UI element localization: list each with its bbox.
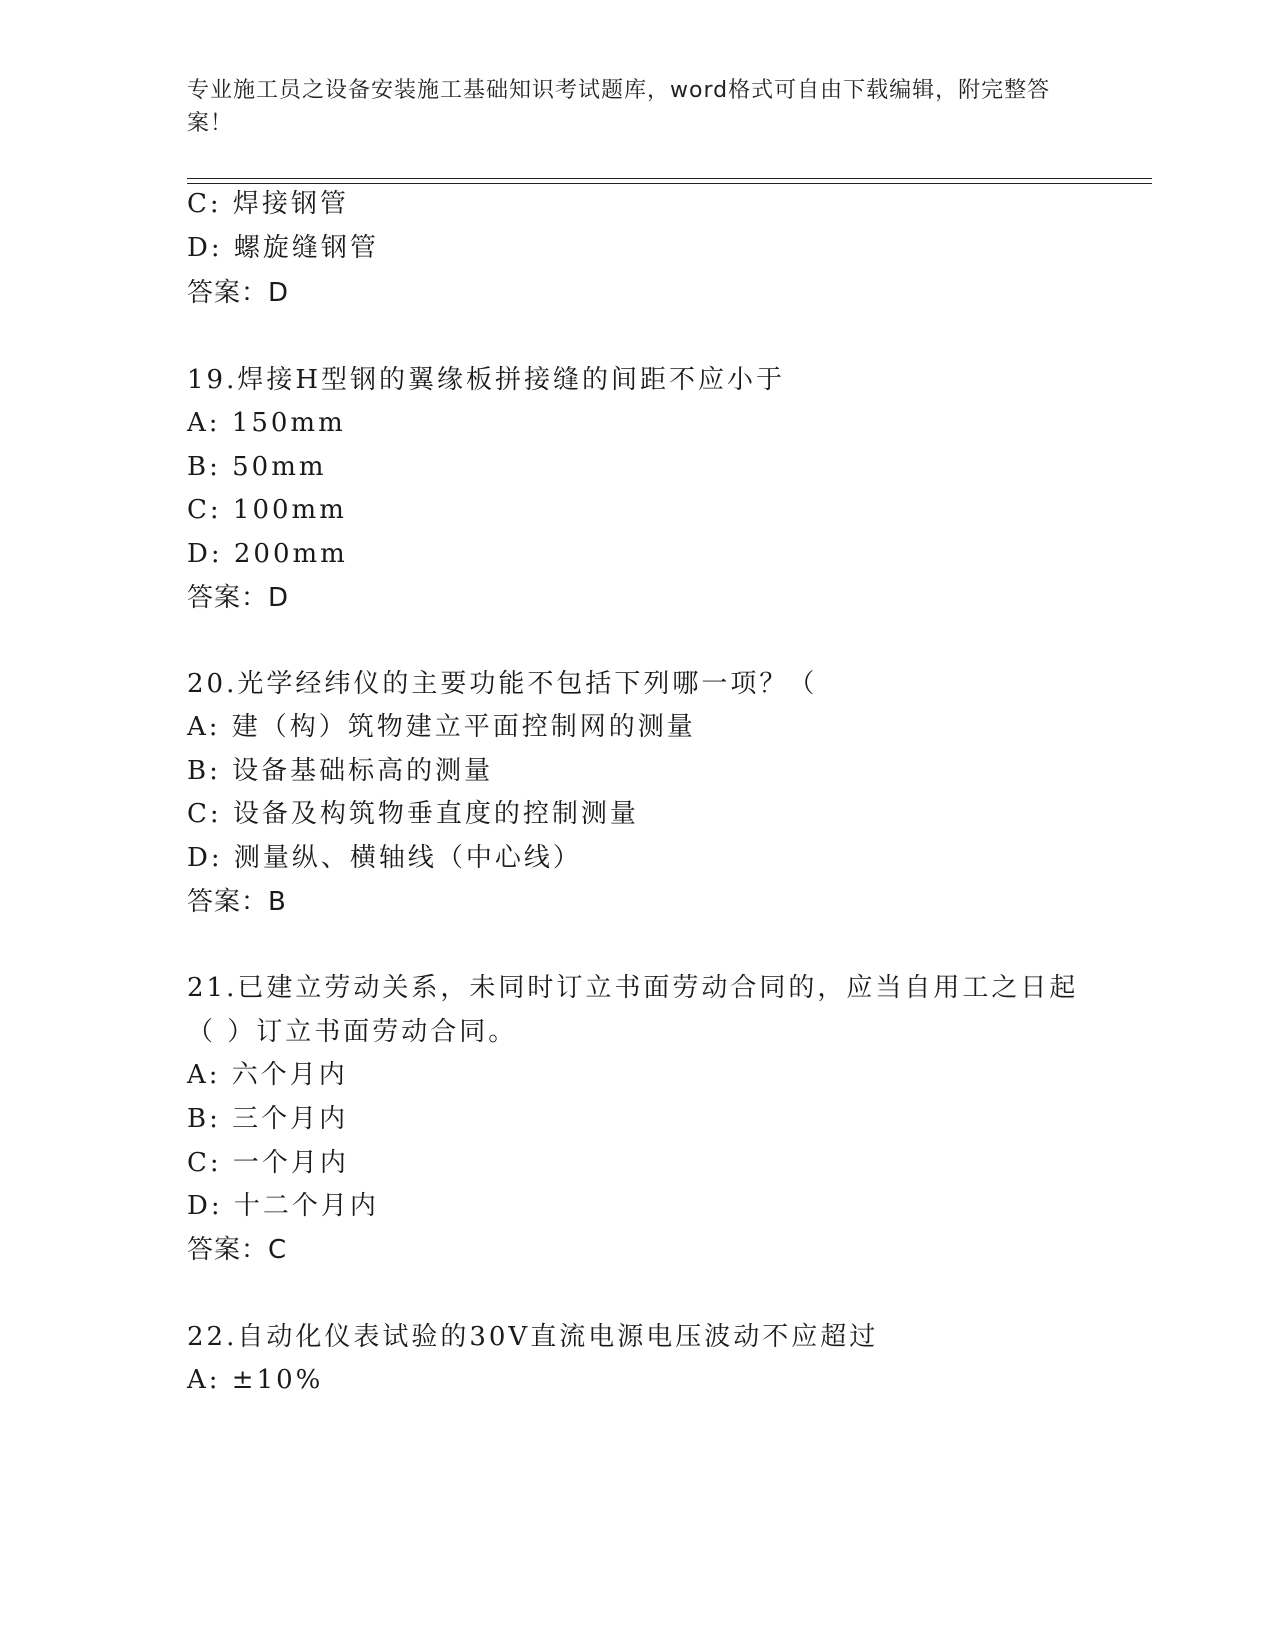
q18-answer: 答案：D xyxy=(187,278,290,308)
q20-option-c: C: 设备及构筑物垂直度的控制测量 xyxy=(187,799,639,829)
q20-option-d: D: 测量纵、横轴线（中心线） xyxy=(187,843,582,873)
header-divider-top xyxy=(187,178,1152,179)
q18-option-c: C: 焊接钢管 xyxy=(187,189,349,219)
header-divider-bottom xyxy=(187,183,1152,184)
q22-question: 22.自动化仪表试验的30V直流电源电压波动不应超过 xyxy=(187,1322,879,1352)
q19-option-c: C: 100mm xyxy=(187,495,347,525)
q21-option-b: B: 三个月内 xyxy=(187,1104,349,1134)
q21-answer: 答案：C xyxy=(187,1235,288,1265)
q18-option-d: D: 螺旋缝钢管 xyxy=(187,233,379,263)
q19-option-d: D: 200mm xyxy=(187,539,348,569)
document-header-description: 专业施工员之设备安装施工基础知识考试题库，word格式可自由下载编辑，附完整答案！ xyxy=(187,78,1051,136)
q19-question: 19.焊接H型钢的翼缘板拼接缝的间距不应小于 xyxy=(187,365,786,395)
q20-answer: 答案：B xyxy=(187,887,287,917)
q21-question-line1: 21.已建立劳动关系，未同时订立书面劳动合同的，应当自用工之日起 xyxy=(187,973,1079,1003)
q20-option-b: B: 设备基础标高的测量 xyxy=(187,756,494,786)
q21-question-line2: （ ）订立书面劳动合同。 xyxy=(187,1017,518,1047)
q22-option-a: A: ±10% xyxy=(187,1365,324,1395)
q21-option-a: A: 六个月内 xyxy=(187,1060,348,1090)
q21-option-c: C: 一个月内 xyxy=(187,1148,349,1178)
q20-option-a: A: 建（构）筑物建立平面控制网的测量 xyxy=(187,712,696,742)
q19-option-a: A: 150mm xyxy=(187,408,346,438)
q19-answer: 答案：D xyxy=(187,583,290,613)
q20-question: 20.光学经纬仪的主要功能不包括下列哪一项？（ xyxy=(187,669,818,699)
q19-option-b: B: 50mm xyxy=(187,452,327,482)
q21-option-d: D: 十二个月内 xyxy=(187,1191,379,1221)
